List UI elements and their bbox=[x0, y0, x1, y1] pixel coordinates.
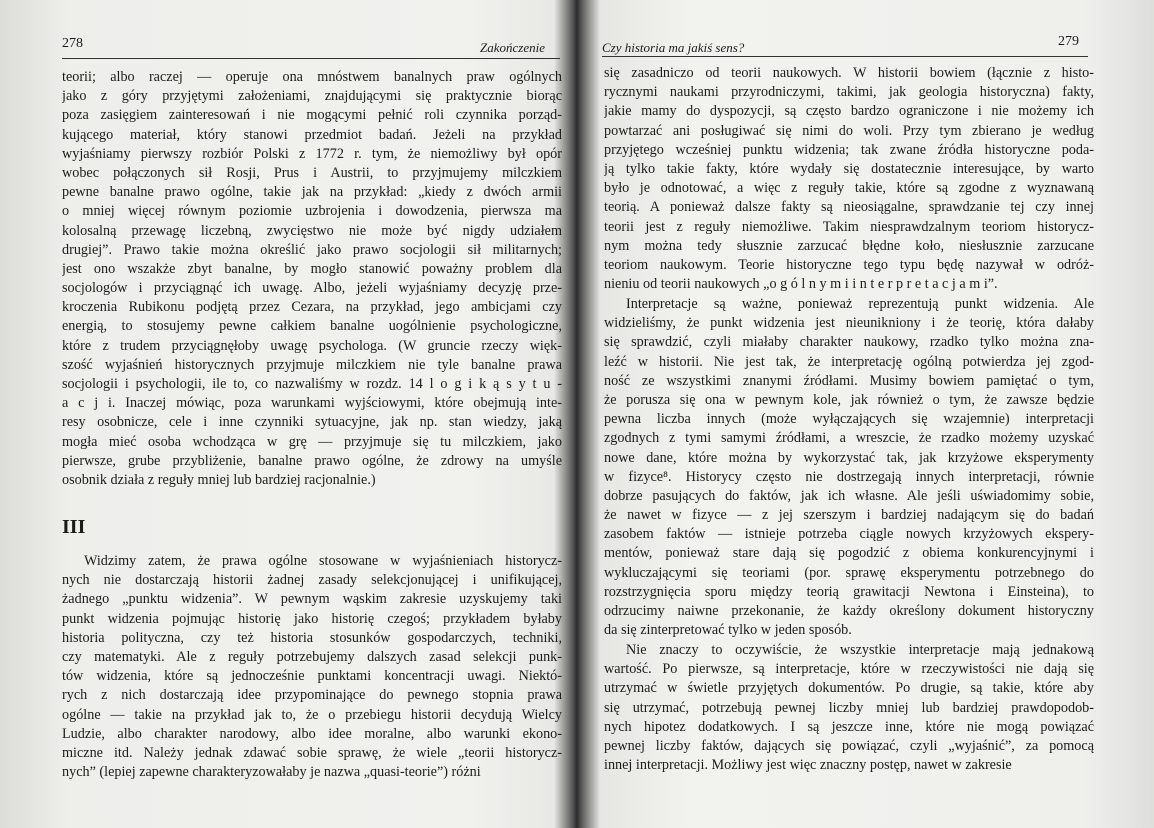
text-line: pewnej liczby faktów, dających się powiązać, czyli „wyjaśnić”, za pomocą bbox=[604, 737, 1094, 754]
text-line: się zasadniczo od teorii naukowych. W historii bowiem (łącznie z histo- bbox=[604, 65, 1094, 81]
text-line: teorią. A ponieważ dalsze fakty są nieosiągalne, sprawdzanie tej czy innej bbox=[604, 199, 1094, 216]
text-line: tów widzenia, które są jednocześnie punktami koncentracji uwagi. Niektó- bbox=[62, 668, 562, 685]
text-line: nych hipotez dodatkowych. I są jeszcze inne, które nie mogą powiązać bbox=[604, 718, 1094, 735]
text-line: pierwsze, grube przybliżenie, banalne prawo ogólne, że zdrowy na umyśle bbox=[62, 452, 562, 469]
left-paragraph-2 bbox=[62, 552, 562, 782]
text-line: które z trudem przyciągnęłoby uwagę psychologa. (W gruncie rzeczy więk- bbox=[62, 337, 562, 354]
text-line: a c j i. Inaczej mówiąc, poza warunkami wyjściowymi, które obejmują inte- bbox=[62, 395, 562, 412]
text-line: szość wyjaśnień historycznych przyjmuje milczkiem nie tyle banalne prawa bbox=[62, 356, 562, 373]
left-page bbox=[0, 0, 574, 828]
text-line: utrzymać w świetle przyjętych dokumentów. Po drugie, są takie, które aby bbox=[604, 680, 1094, 697]
text-line: miczne itd. Należy jednak zdawać sobie sprawę, że wiele „teorii historycz- bbox=[62, 744, 562, 761]
text-line: poza zasięgiem zainteresowań i nie mogącymi pełnić roli czynnika porząd- bbox=[62, 107, 562, 124]
text-line: zgodnych z tymi samymi źródłami, a wreszcie, że rzadko możemy uzyskać bbox=[604, 430, 1094, 447]
text-line: nym można tedy słusznie zarzucać błędne koło, niesłusznie zarzucane bbox=[604, 237, 1094, 254]
section-heading: III bbox=[62, 516, 86, 538]
text-line: było je odnotować, a więc z reguły takie, które są zgodne z wyznawaną bbox=[604, 180, 1094, 197]
text-line: osobnik działa z reguły mniej lub bardziej racjonalnie.) bbox=[62, 471, 376, 488]
text-line: jest ono wszakże zbyt banalne, by mogło stanowić poważny problem dla bbox=[62, 260, 562, 277]
text-line: wartość. Po pierwsze, są interpretacje, które w rzeczywistości nie dają się bbox=[604, 661, 1094, 678]
text-line: że porusza się ona w pewnym kole, jak również o tym, że zawsze będzie bbox=[604, 391, 1094, 408]
text-line: innej interpretacji. Możliwy jest więc znaczny postęp, nawet w zakresie bbox=[604, 757, 1012, 774]
page-number: 278 bbox=[62, 36, 83, 51]
text-line: się sprawdzić, czyli miałaby charakter naukowy, rzadko tylko można zna- bbox=[604, 334, 1094, 351]
running-head: Zakończenie bbox=[480, 40, 545, 55]
text-line: kroczenia Rubikonu podjętą przez Cezara, na przykład, jego ambicjami czy bbox=[62, 299, 562, 316]
text-line: teorii; albo raczej — operuje ona mnóstwem banalnych praw ogólnych bbox=[62, 69, 562, 85]
text-line: czy matematyki. Ale z reguły potrzebujemy dalszych zasad selekcji punk- bbox=[62, 648, 562, 665]
text-line: przyjętego wcześniej punktu widzenia; tak zwane źródła historyczne poda- bbox=[604, 141, 1094, 158]
text-line: pewna liczba innych (może wyłączających się wzajemnie) interpretacji bbox=[604, 411, 1094, 428]
text-line: resy osobnicze, cele i inne czynniki sytuacyjne, jak np. stan wiedzy, jaką bbox=[62, 414, 562, 431]
text-line: kującego materiał, który stanowi przedmiot badań. Jeżeli na przykład bbox=[62, 126, 562, 143]
text-line: jakie mamy do dyspozycji, są często bardzo ograniczone i nie możemy ich bbox=[604, 103, 1094, 120]
text-line: nych nie dostarczają historii żadnej zasady selekcjonującej i unifikującej, bbox=[62, 572, 562, 589]
text-line: pewne banalne prawo ogólne, takie jak na przykład: „kiedy z dwóch armii bbox=[62, 184, 562, 201]
text-line: energią, to stosujemy pewne całkiem banalne uogólnienie psychologiczne, bbox=[62, 318, 562, 335]
text-line: da się zinterpretować tylko w jeden sposób. bbox=[604, 622, 852, 639]
text-line: Interpretacje są ważne, ponieważ reprezentują punkt widzenia. Ale bbox=[626, 296, 1094, 312]
right-paragraph-2 bbox=[604, 295, 1094, 640]
text-line: w fizyce⁸. Historycy często nie dostrzegają innych interpretacji, równie bbox=[604, 468, 1094, 485]
text-line: się utrzymać, potrzebują pewnej liczby mniej lub bardziej prawdopodob- bbox=[604, 699, 1094, 716]
text-line: wykluczającymi się teoriami (por. sprawę eksperymentu potrzebnego do bbox=[604, 564, 1094, 581]
page-number: 279 bbox=[1058, 34, 1079, 49]
text-line: drugiej”. Prawo takie można określić jako prawo socjologii sił militarnych; bbox=[62, 241, 562, 258]
left-paragraph-1 bbox=[62, 68, 562, 490]
text-line: nych” (lepiej zapewne charakteryzowałaby je nazwa „quasi-teorie”) różni bbox=[62, 764, 481, 781]
right-paragraph-1 bbox=[604, 64, 1094, 294]
text-line: jako z góry przyjętymi założeniami, znajdującymi się praktycznie biorąc bbox=[62, 88, 562, 105]
text-line: socjologii i psychologii, ile to, co nazwaliśmy w rozdz. 14 l o g i k ą s y t u - bbox=[62, 376, 562, 392]
text-line: rych z nich dostarczają idee przypominające do pewnego stopnia prawa bbox=[62, 687, 562, 704]
text-line: że nawet w fizyce — z jej szerszym i bardziej nadającym się do badań bbox=[604, 507, 1094, 524]
text-line: ją tylko takie fakty, które wydały się dostatecznie interesujące, by warto bbox=[604, 160, 1094, 177]
text-line: leźć w historii. Nie jest tak, że interpretację ogólną potwierdza jej zgod- bbox=[604, 353, 1094, 370]
header-rule bbox=[62, 58, 560, 59]
text-line: socjologów i przyciągnąć ich uwagę. Albo, jeżeli wyjaśniamy decyzję prze- bbox=[62, 280, 562, 297]
text-line: teoriom naukowym. Teorie historyczne tego typu będę nazywał w odróż- bbox=[604, 256, 1094, 273]
text-line: żadnego „punktu widzenia”. W pewnym wąskim zakresie uzyskujemy taki bbox=[62, 591, 562, 608]
text-line: wyjaśniamy pierwszy rozbiór Polski z 1772 r. tym, że niemożliwy był opór bbox=[62, 145, 562, 162]
text-line: punkt widzenia pojmując historię jako historię czegoś; przykładem byłaby bbox=[62, 610, 562, 627]
text-line: historia polityczna, czy też historia stosunków gospodarczych, techniki, bbox=[62, 629, 562, 646]
header-rule bbox=[602, 56, 1088, 57]
text-line: Ludzie, albo charakter narodowy, albo idee moralne, albo warunki ekono- bbox=[62, 725, 562, 742]
text-line: mogła mieć osoba wchodząca w grę — przyjmuje się tu milczkiem, jako bbox=[62, 433, 562, 450]
text-line: rycznymi naukami przyrodniczymi, takimi, jak geologia historyczna) fakty, bbox=[604, 84, 1094, 101]
text-line: kolosalną przewagę liczebną, zwycięstwo nie może być nigdy udziałem bbox=[62, 222, 562, 239]
text-line: mentów, ponieważ stare dają się pogodzić z obiema konkurencyjnymi i bbox=[604, 545, 1094, 562]
text-line: widzieliśmy, że punkt widzenia jest nieunikniony i że teorię, która dałaby bbox=[604, 315, 1094, 332]
text-line: nowe dane, które można by wykorzystać tak, jak krzyżowe eksperymenty bbox=[604, 449, 1094, 466]
text-line: dobrze pasujących do faktów, jak ich własne. Ale jeśli uświadomimy sobie, bbox=[604, 487, 1094, 504]
text-line: Nie znaczy to oczywiście, że wszystkie interpretacje mają jednakową bbox=[626, 642, 1094, 658]
text-line: wobec połączonych sił Rosji, Prus i Austrii, to przyjmujemy milczkiem bbox=[62, 164, 562, 181]
text-line: o mniej więcej równym poziomie uzbrojenia i dowodzenia, pierwsza ma bbox=[62, 203, 562, 220]
text-line: Widzimy zatem, że prawa ogólne stosowane w wyjaśnieniach historycz- bbox=[84, 553, 562, 569]
text-line: teorii jest z reguły niemożliwe. Takim niesprawdzalnym teoriom historycz- bbox=[604, 218, 1094, 235]
right-page bbox=[580, 0, 1154, 828]
text-line: powtarzać ani posługiwać się nimi do woli. Przy tym zbierano je według bbox=[604, 122, 1094, 139]
running-head: Czy historia ma jakiś sens? bbox=[602, 40, 745, 55]
text-line: nieniu od teorii naukowych „o g ó l n y m i i n t e r p r e t a c j a m i”. bbox=[604, 276, 998, 293]
text-line: ność ze wszystkimi znanymi źródłami. Musimy bowiem pamiętać o tym, bbox=[604, 372, 1094, 389]
text-line: ogólne — takie na przykład jak to, że o przebiegu historii decydują Wielcy bbox=[62, 706, 562, 723]
right-paragraph-3 bbox=[604, 641, 1094, 775]
text-line: zasobem faktów — istnieje potrzeba ciągle nowych krzyżowych ekspery- bbox=[604, 526, 1094, 543]
text-line: rozstrzygnięcia sporu między teorią grawitacji Newtona i Einsteina), to bbox=[604, 583, 1094, 600]
text-line: odrzucimy naiwne przekonanie, że każdy określony dokument historyczny bbox=[604, 603, 1094, 619]
